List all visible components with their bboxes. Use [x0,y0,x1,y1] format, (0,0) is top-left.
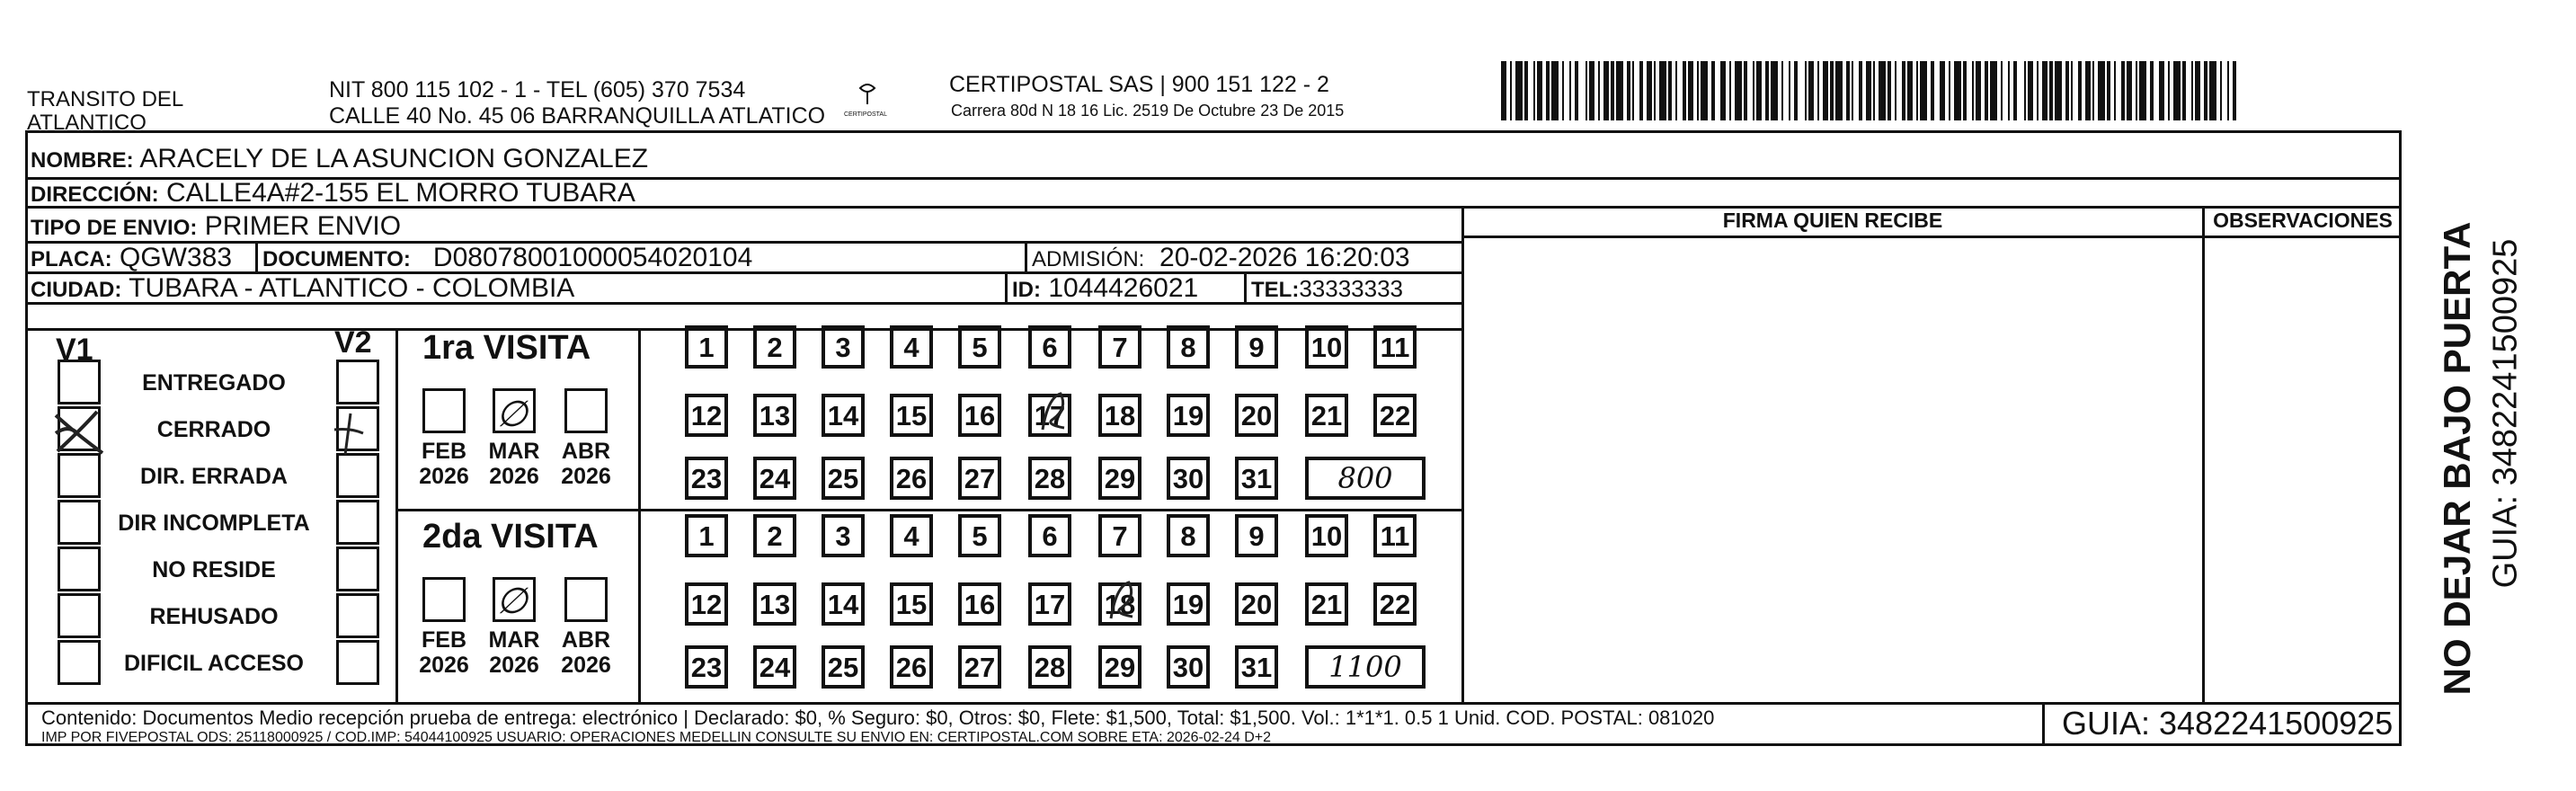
day-cell[interactable]: 1 [685,325,728,369]
day-cell[interactable]: 22 [1373,394,1417,437]
month-year: 2026 [561,653,611,678]
sender-nit: NIT 800 115 102 - 1 - TEL (605) 370 7534 [329,77,746,102]
day-cell[interactable]: 29 [1098,645,1141,689]
day-cell[interactable]: 31 [1235,645,1278,689]
day-cell[interactable]: 16 [958,394,1001,437]
v2-checkbox[interactable] [336,593,379,638]
day-cell[interactable]: 27 [958,645,1001,689]
day-cell[interactable]: 31 [1235,457,1278,500]
tel-label: TEL: [1251,278,1300,302]
day-cell[interactable]: 13 [753,582,796,626]
day-cell[interactable]: 18 [1098,394,1141,437]
day-cell[interactable]: 19 [1167,582,1210,626]
day-cell[interactable]: 20 [1235,394,1278,437]
month-year: 2026 [489,653,539,678]
day-cell[interactable]: 24 [753,457,796,500]
logo-icon [840,81,894,124]
tipo-label: TIPO DE ENVIO: [31,216,198,240]
day-cell[interactable]: 23 [685,457,728,500]
v2-checkbox[interactable] [336,500,379,545]
month-year: 2026 [489,464,539,489]
ciudad-label: CIUDAD: [31,278,122,302]
day-cell[interactable]: 19 [1167,394,1210,437]
time-box[interactable]: 800 [1305,457,1426,500]
footer-imp: IMP POR FIVEPOSTAL ODS: 25118000925 / COD.IMP: 54044100925 USUARIO: OPERACIONES MEDELLIN CONSULTE SU ENVIO EN: CERTIPOSTAL.COM SOBRE ETA: 2026-02-24 D+2 [41,730,1272,745]
month-checkbox[interactable] [564,577,608,622]
day-cell[interactable]: 18 [1098,582,1141,626]
day-cell[interactable]: 29 [1098,457,1141,500]
day-cell[interactable]: 24 [753,645,796,689]
day-cell[interactable]: 21 [1305,394,1348,437]
month-year: 2026 [419,464,469,489]
month-name: ABR [561,627,611,653]
placa-value: QGW383 [120,243,233,272]
status-label: ENTREGADO [142,370,286,396]
v2-label: V2 [334,325,372,360]
day-cell[interactable]: 6 [1028,514,1071,557]
observaciones-area[interactable] [2206,239,2400,701]
v2-checkbox[interactable] [336,640,379,685]
day-cell[interactable]: 25 [822,645,865,689]
day-cell[interactable]: 2 [753,514,796,557]
nombre-value: ARACELY DE LA ASUNCION GONZALEZ [139,144,649,173]
visit2-day-mark-icon [1102,577,1141,624]
firma-header: FIRMA QUIEN RECIBE [1722,209,1943,232]
day-cell[interactable]: 16 [958,582,1001,626]
day-cell[interactable]: 4 [890,325,933,369]
visit2-title: 2da VISITA [422,518,599,555]
v1-checkbox[interactable] [58,453,101,498]
month-name: FEB [422,627,466,653]
nombre-label: NOMBRE: [31,148,134,173]
sender-line-1: TRANSITO DEL [27,87,184,111]
tipo-value: PRIMER ENVIO [204,211,402,241]
day-cell[interactable]: 20 [1235,582,1278,626]
observaciones-header: OBSERVACIONES [2213,209,2393,232]
sender-line-2: ATLANTICO [27,111,147,135]
day-cell[interactable]: 14 [822,582,865,626]
barcode [1501,61,2238,120]
day-cell[interactable]: 11 [1373,514,1417,557]
visit2-mar-mark-icon: ∅ [496,581,528,622]
month-name: FEB [422,439,466,464]
day-cell[interactable]: 30 [1167,645,1210,689]
placa-label: PLACA: [31,247,112,271]
v1-checkbox[interactable] [58,593,101,638]
day-cell[interactable]: 15 [890,582,933,626]
month-checkbox[interactable] [422,577,466,622]
day-cell[interactable]: 2 [753,325,796,369]
side-guia: GUIA: 3482241500925 [2486,238,2525,589]
status-label: REHUSADO [149,604,279,629]
day-cell[interactable]: 15 [890,394,933,437]
day-cell[interactable]: 9 [1235,514,1278,557]
day-cell[interactable]: 17 [1028,582,1071,626]
day-cell[interactable]: 1 [685,514,728,557]
day-cell[interactable]: 17 [1028,394,1071,437]
footer-contenido: Contenido: Documentos Medio recepción prueba de entrega: electrónico | Declarado: $0, % Seguro: $0, Otros: $0, Flete: $1,500, Total: $1,500. Vol.: 1*1*1. 0.5 1 Unid. COD. POSTAL: 081020 [41,707,1715,729]
day-cell[interactable]: 7 [1098,514,1141,557]
v1-label: V1 [56,333,93,367]
v2-checkbox[interactable] [336,453,379,498]
visit1-title: 1ra VISITA [422,329,591,367]
day-cell[interactable]: 21 [1305,582,1348,626]
visit1-day-mark-icon [1034,388,1073,435]
ciudad-field [31,273,574,304]
sender-name [27,88,183,135]
day-cell[interactable]: 30 [1167,457,1210,500]
day-cell[interactable]: 8 [1167,325,1210,369]
admision-label: ADMISIÓN: [1032,247,1145,271]
day-cell[interactable]: 10 [1305,325,1348,369]
barcode-graphic [1501,61,2238,120]
documento-value: D08078001000054020104 [432,243,753,272]
month-year: 2026 [561,464,611,489]
month-name: MAR [488,439,540,464]
day-cell[interactable]: 12 [685,394,728,437]
visit1-mar-mark-icon: ∅ [496,394,528,435]
day-cell[interactable]: 12 [685,582,728,626]
v1-cerrado-mark-icon [50,406,108,457]
day-cell[interactable]: 28 [1028,457,1071,500]
day-cell[interactable]: 25 [822,457,865,500]
month-name: ABR [561,439,611,464]
status-label: DIR INCOMPLETA [118,511,310,536]
company-name: CERTIPOSTAL SAS | 900 151 122 - 2 [949,72,1329,97]
v2-cerrado-mark-icon [331,406,374,458]
day-cell[interactable]: 26 [890,645,933,689]
day-cell[interactable]: 11 [1373,325,1417,369]
month-checkbox[interactable] [564,388,608,433]
month-year: 2026 [419,653,469,678]
id-value: 1044426021 [1048,273,1199,303]
status-label: NO RESIDE [152,557,276,582]
day-cell[interactable]: 5 [958,514,1001,557]
placa-field [31,243,232,273]
tel-field [1251,275,1403,303]
day-cell[interactable]: 4 [890,514,933,557]
day-cell[interactable]: 10 [1305,514,1348,557]
admision-value: 20-02-2026 16:20:03 [1159,243,1410,272]
v1-checkbox[interactable] [58,360,101,404]
status-label: DIR. ERRADA [140,464,288,489]
id-label: ID: [1012,278,1041,302]
month-checkbox[interactable] [422,388,466,433]
direccion-value: CALLE4A#2-155 EL MORRO TUBARA [166,178,635,208]
day-cell[interactable]: 3 [822,514,865,557]
tipo-field [31,211,401,242]
firma-area[interactable] [1465,239,2200,701]
documento-field [262,243,752,273]
status-label: DIFICIL ACCESO [123,651,304,676]
admision-field [1032,243,1410,273]
direccion-label: DIRECCIÓN: [31,182,159,207]
time-box[interactable]: 1100 [1305,645,1426,689]
documento-label: DOCUMENTO: [262,247,411,271]
direccion-field [31,178,635,209]
day-cell[interactable]: 6 [1028,325,1071,369]
day-cell[interactable]: 9 [1235,325,1278,369]
day-cell[interactable]: 5 [958,325,1001,369]
id-field [1012,273,1198,304]
company-license: Carrera 80d N 18 16 Lic. 2519 De Octubre 23 De 2015 [951,102,1345,120]
sender-address: CALLE 40 No. 45 06 BARRANQUILLA ATLATICO [329,103,826,129]
v1-checkbox[interactable] [58,500,101,545]
ciudad-value: TUBARA - ATLANTICO - COLOMBIA [129,273,575,303]
tel-value: 33333333 [1299,275,1404,302]
side-warning: NO DEJAR BAJO PUERTA [2436,221,2478,696]
v1-checkbox[interactable] [58,640,101,685]
day-cell[interactable]: 13 [753,394,796,437]
day-cell[interactable]: 28 [1028,645,1071,689]
month-name: MAR [488,627,540,653]
day-cell[interactable]: 22 [1373,582,1417,626]
day-cell[interactable]: 7 [1098,325,1141,369]
footer-guia: GUIA: 3482241500925 [2062,705,2394,742]
day-cell[interactable]: 14 [822,394,865,437]
v1-checkbox[interactable] [58,547,101,591]
day-cell[interactable]: 26 [890,457,933,500]
day-cell[interactable]: 23 [685,645,728,689]
day-cell[interactable]: 8 [1167,514,1210,557]
status-label: CERRADO [156,417,271,442]
logo-text: CERTIPOSTAL [844,111,887,118]
nombre-field [31,144,648,174]
day-cell[interactable]: 3 [822,325,865,369]
v2-checkbox[interactable] [336,547,379,591]
day-cell[interactable]: 27 [958,457,1001,500]
v2-checkbox[interactable] [336,360,379,404]
